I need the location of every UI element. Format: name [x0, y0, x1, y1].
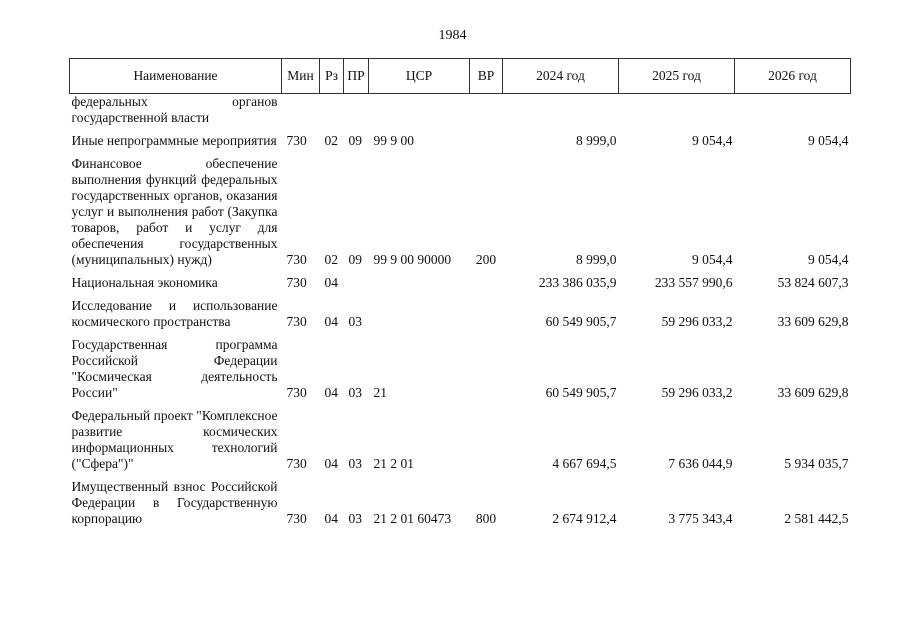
cell-rz: 02 — [324, 133, 338, 148]
cell-2024: 2 674 912,4 — [552, 511, 617, 526]
cell-2025: 59 296 033,2 — [661, 314, 733, 329]
table-row — [70, 272, 851, 295]
table-header — [70, 59, 851, 94]
cell-2025 — [619, 94, 735, 131]
header-2026: 2026 год — [735, 59, 851, 94]
cell-rz: 04 — [324, 314, 338, 329]
cell-rz — [320, 94, 344, 131]
table-row — [70, 153, 851, 272]
table-row — [70, 476, 851, 531]
cell-vr — [470, 295, 503, 334]
cell-rz: 04 — [324, 275, 338, 290]
cell-csr — [369, 295, 470, 334]
cell-pr: 03 — [348, 314, 362, 329]
header-name: Наименование — [70, 59, 282, 94]
table-body — [70, 94, 851, 532]
cell-vr — [470, 94, 503, 131]
cell-name: Финансовое обеспечение выполнения функций федеральных государственных органов, оказания услуг и выполнения работ (Закупка товаров, работ и услуг для обеспечения государственных (муниципальных) нужд) — [71, 156, 278, 267]
header-csr: ЦСР — [369, 59, 470, 94]
cell-2025: 3 775 343,4 — [668, 511, 733, 526]
cell-vr: 200 — [475, 252, 497, 267]
cell-csr: 21 — [373, 385, 387, 400]
budget-table — [69, 58, 851, 531]
cell-name: Имущественный взнос Российской Федерации в Государственную корпорацию — [71, 479, 278, 526]
cell-2026: 2 581 442,5 — [784, 511, 849, 526]
cell-csr: 21 2 01 60473 — [373, 511, 452, 526]
cell-csr: 21 2 01 — [373, 456, 414, 471]
table-row — [70, 405, 851, 476]
cell-min: 730 — [286, 275, 307, 290]
cell-2025: 9 054,4 — [692, 133, 733, 148]
cell-rz: 04 — [324, 385, 338, 400]
cell-pr: 09 — [348, 252, 362, 267]
cell-name: Иные непрограммные мероприятия — [71, 133, 277, 148]
cell-pr: 03 — [348, 511, 362, 526]
cell-min: 730 — [286, 252, 307, 267]
cell-pr: 09 — [348, 133, 362, 148]
cell-rz: 02 — [324, 252, 338, 267]
cell-2024: 60 549 905,7 — [545, 314, 617, 329]
cell-2024: 233 386 035,9 — [538, 275, 617, 290]
cell-2026: 9 054,4 — [808, 252, 849, 267]
cell-2025: 59 296 033,2 — [661, 385, 733, 400]
cell-2024: 60 549 905,7 — [545, 385, 617, 400]
cell-pr — [344, 94, 369, 131]
cell-vr — [470, 405, 503, 476]
table-row — [70, 94, 851, 131]
cell-min: 730 — [286, 385, 307, 400]
cell-rz: 04 — [324, 456, 338, 471]
cell-vr — [470, 272, 503, 295]
cell-vr: 800 — [475, 511, 497, 526]
cell-2026: 33 609 629,8 — [777, 385, 849, 400]
header-min: Мин — [282, 59, 320, 94]
cell-name: федеральных органов государственной власти — [71, 94, 278, 125]
cell-2025: 233 557 990,6 — [654, 275, 733, 290]
cell-2026 — [735, 94, 851, 131]
cell-2026: 5 934 035,7 — [784, 456, 849, 471]
cell-name: Национальная экономика — [71, 275, 218, 290]
cell-csr: 99 9 00 — [373, 133, 414, 148]
cell-min: 730 — [286, 314, 307, 329]
cell-csr: 99 9 00 90000 — [373, 252, 452, 267]
cell-2026: 53 824 607,3 — [777, 275, 849, 290]
cell-vr — [470, 334, 503, 405]
cell-vr — [470, 130, 503, 153]
cell-2024 — [503, 94, 619, 131]
cell-min: 730 — [286, 511, 307, 526]
cell-min — [282, 94, 320, 131]
cell-csr — [369, 272, 470, 295]
table-row — [70, 130, 851, 153]
header-2025: 2025 год — [619, 59, 735, 94]
table-row — [70, 334, 851, 405]
cell-2025: 9 054,4 — [692, 252, 733, 267]
cell-csr — [369, 94, 470, 131]
cell-2026: 9 054,4 — [808, 133, 849, 148]
cell-2024: 8 999,0 — [576, 133, 617, 148]
cell-min: 730 — [286, 456, 307, 471]
cell-name: Федеральный проект "Комплексное развитие космических информационных технологий ("Сфера")" — [71, 408, 278, 471]
cell-name: Государственная программа Российской Федерации "Космическая деятельность России" — [71, 337, 278, 400]
cell-name: Исследование и использование космического пространства — [71, 298, 278, 329]
cell-2024: 4 667 694,5 — [552, 456, 617, 471]
cell-pr: 03 — [348, 456, 362, 471]
cell-pr: 03 — [348, 385, 362, 400]
header-pr: ПР — [344, 59, 369, 94]
table-row — [70, 295, 851, 334]
header-rz: Рз — [320, 59, 344, 94]
cell-2024: 8 999,0 — [576, 252, 617, 267]
cell-pr — [344, 272, 369, 295]
cell-rz: 04 — [324, 511, 338, 526]
cell-2026: 33 609 629,8 — [777, 314, 849, 329]
page-number: 1984 — [438, 28, 467, 43]
cell-min: 730 — [286, 133, 307, 148]
header-2024: 2024 год — [503, 59, 619, 94]
header-vr: ВР — [470, 59, 503, 94]
cell-2025: 7 636 044,9 — [668, 456, 733, 471]
